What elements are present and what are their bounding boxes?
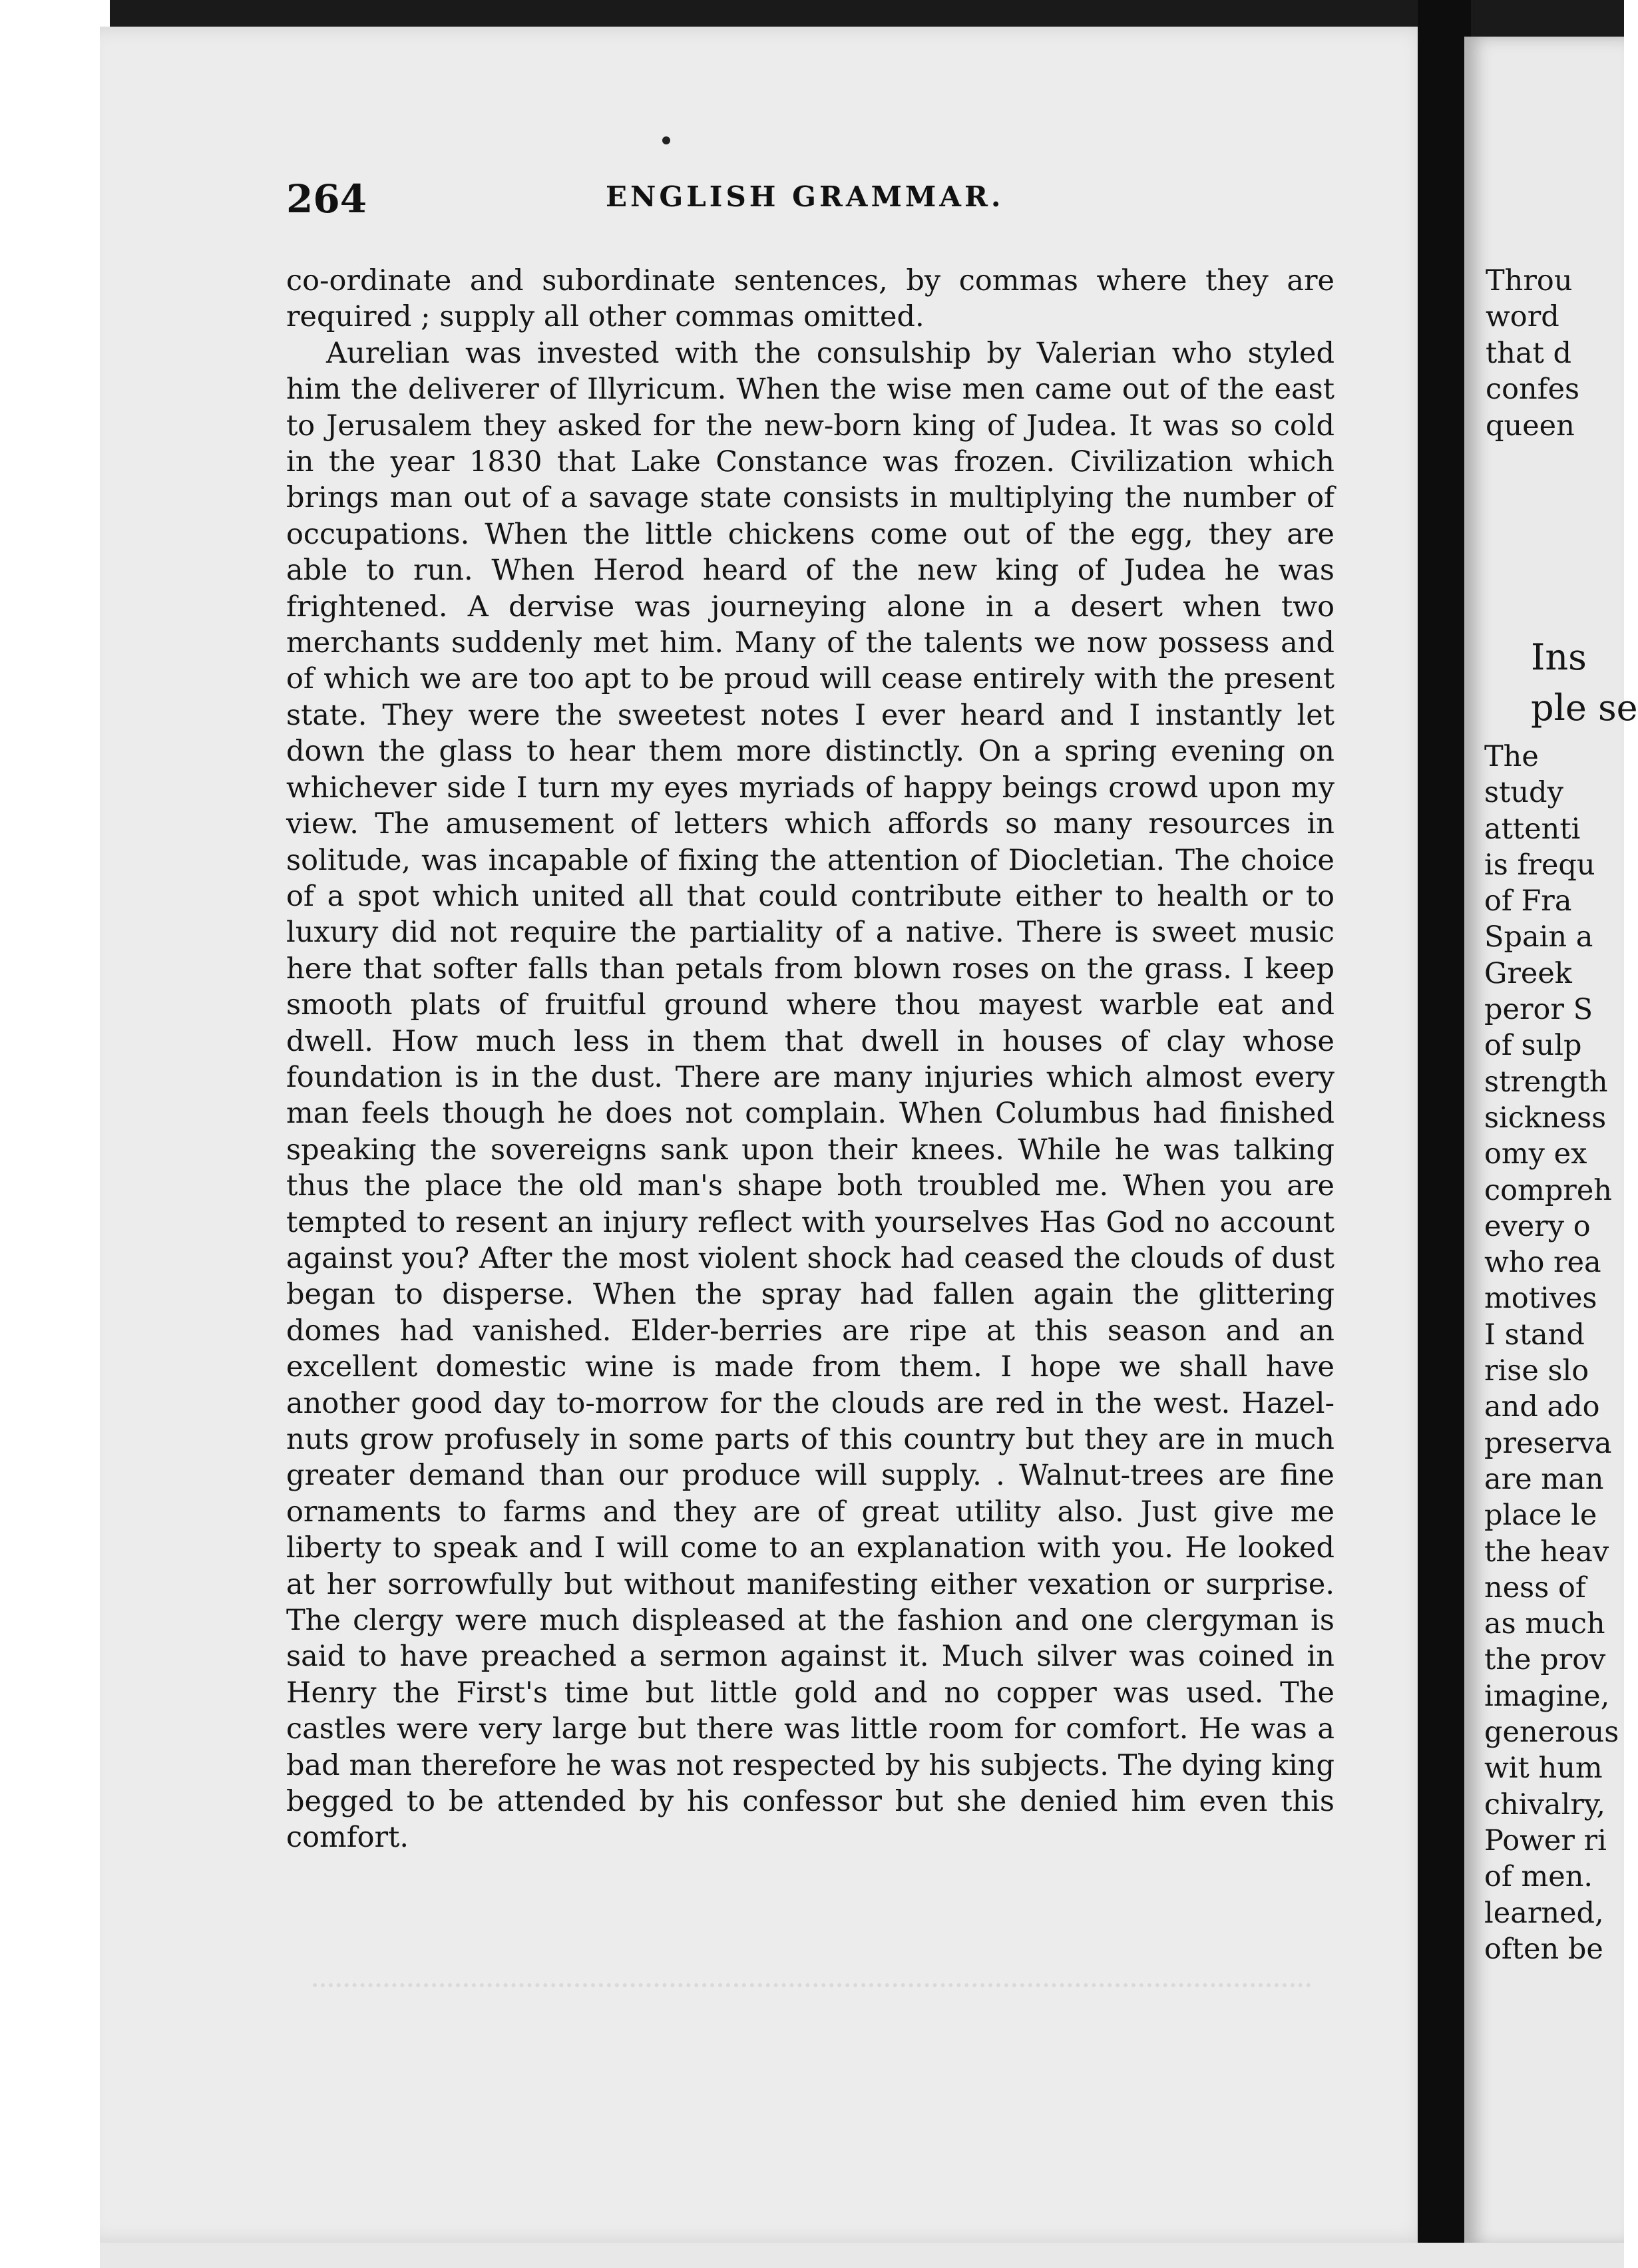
fragment-line: is frequ xyxy=(1484,848,1595,882)
fragment-line: of men. xyxy=(1484,1860,1593,1894)
fragment-line: compreh xyxy=(1484,1173,1612,1207)
bottom-margin xyxy=(100,2243,1624,2268)
show-through-bleed xyxy=(313,1983,1311,2014)
fragment-line: imagine, xyxy=(1484,1679,1610,1713)
fragment-line: peror S xyxy=(1484,993,1593,1027)
book-gutter xyxy=(1418,0,1471,2268)
facing-page-body-fragments xyxy=(1484,739,1624,1967)
fragment-line: Throu xyxy=(1486,264,1573,297)
fragment-line: Spain a xyxy=(1484,920,1593,954)
running-head xyxy=(286,176,1338,223)
fragment-line: confes xyxy=(1486,373,1580,407)
fragment-line: are man xyxy=(1484,1462,1604,1496)
fragment-line: omy ex xyxy=(1484,1137,1587,1171)
ink-speck xyxy=(662,136,670,144)
fragment-line: the heav xyxy=(1484,1535,1609,1569)
fragment-line: I stand xyxy=(1484,1318,1585,1352)
fragment-line: The xyxy=(1484,740,1539,773)
fragment-line: and ado xyxy=(1484,1390,1600,1424)
fragment-line: Power ri xyxy=(1484,1823,1607,1857)
fragment-line: study xyxy=(1484,776,1563,810)
fragment-line: the prov xyxy=(1484,1643,1606,1677)
fragment-line: every o xyxy=(1484,1209,1591,1243)
fragment-line: wit hum xyxy=(1484,1752,1603,1786)
fragment-line: that d xyxy=(1486,336,1572,370)
page-body xyxy=(286,263,1334,1856)
page-number: 264 xyxy=(286,176,367,222)
fragment-line: chivalry, xyxy=(1484,1788,1606,1821)
fragment-line: learned, xyxy=(1484,1896,1604,1930)
fragment-line: queen xyxy=(1486,409,1575,443)
fragment-line: of sulp xyxy=(1484,1029,1582,1063)
fragment-line: strength xyxy=(1484,1065,1608,1099)
fragment-line: attenti xyxy=(1484,812,1581,846)
running-title: ENGLISH GRAMMAR. xyxy=(606,180,1004,213)
fragment-line: motives xyxy=(1484,1282,1597,1316)
heading-fragment: ple se xyxy=(1531,687,1638,729)
fragment-line: generous xyxy=(1484,1716,1619,1750)
fragment-line: of Fra xyxy=(1484,884,1572,918)
fragment-line: Greek xyxy=(1484,956,1572,990)
fragment-line: ness of xyxy=(1484,1571,1586,1605)
fragment-line: often be xyxy=(1484,1932,1603,1966)
fragment-line: rise slo xyxy=(1484,1354,1589,1388)
fragment-line: word xyxy=(1486,300,1559,334)
facing-page-top-fragments xyxy=(1486,263,1624,444)
fragment-line: as much xyxy=(1484,1607,1605,1641)
heading-fragment: Ins xyxy=(1531,636,1587,678)
fragment-line: sickness xyxy=(1484,1101,1607,1135)
fragment-line: who rea xyxy=(1484,1246,1601,1280)
exercise-sentences: Aurelian was invested with the consulship by Valerian who styled him the deliverer of Illyricum. When the wise men came out of the east to Jerusalem they asked for the new-born king of Judea. It was so cold in the year 1830 that Lake Constance was frozen. Civilization which brings man out of a savage state consists in multiplying the number of occupations. When the little chickens come out of the egg, they are able to run. When Herod heard of the new king of Judea he was frightened. A dervise was journeying alone in a desert when two merchants suddenly met him. Many of the talents we now possess and of which we are too apt to be proud will cease entirely with the present state. They were the sweetest notes I ever heard and I instantly let down the glass to hear them more distinctly. On a spring evening on whichever side I turn my eyes myriads of happy beings crowd upon my view. The amusement of letters which affords so many resources in solitude, was incapable of fixing the attention of Diocletian. The choice of a spot which united all that could contribute either to health or to luxury did not require the partiality of a native. There is sweet music here that softer falls than petals from blown roses on the grass. I keep smooth plats of fruitful ground where thou mayest warble eat and dwell. How much less in them that dwell in houses of clay whose foundation is in the dust. There are many injuries which almost every man feels though he does not complain. When Columbus had finished speaking the sovereigns sank upon their knees. While he was talking thus the place the old man's shape both troubled me. When you are tempted to resent an injury reflect with yourselves Has God no account against you? After the most violent shock had ceased the clouds of dust began to disperse. When the spray had fallen again the glittering domes had vanished. Elder-berries are ripe at this season and an excellent domestic wine is made from them. I hope we shall have another good day to-morrow for the clouds are red in the west. Hazel-nuts grow profusely in some parts of this country but they are in much greater demand than our produce will supply. . Walnut-trees are fine ornaments to farms and they are of great utility also. Just give me liberty to speak and I will come to an explanation with you. He looked at her sorrowfully but without manifesting either vexation or surprise. The clergy were much displeased at the fashion and one clergyman is said to have preached a sermon against it. Much silver was coined in Henry the First's time but little gold and no copper was used. The castles were very large but there was little room for comfort. He was a bad man therefore he was not respected by his subjects. The dying king begged to be attended by his confessor but she denied him even this comfort. xyxy=(286,336,1334,1855)
facing-page-heading xyxy=(1531,632,1638,733)
fragment-line: place le xyxy=(1484,1499,1597,1533)
scan-margin xyxy=(0,0,110,2268)
fragment-line: preserva xyxy=(1484,1426,1612,1460)
exercise-instruction: co-ordinate and subordinate sentences, by commas where they are required ; supply all other commas omitted. xyxy=(286,264,1334,334)
